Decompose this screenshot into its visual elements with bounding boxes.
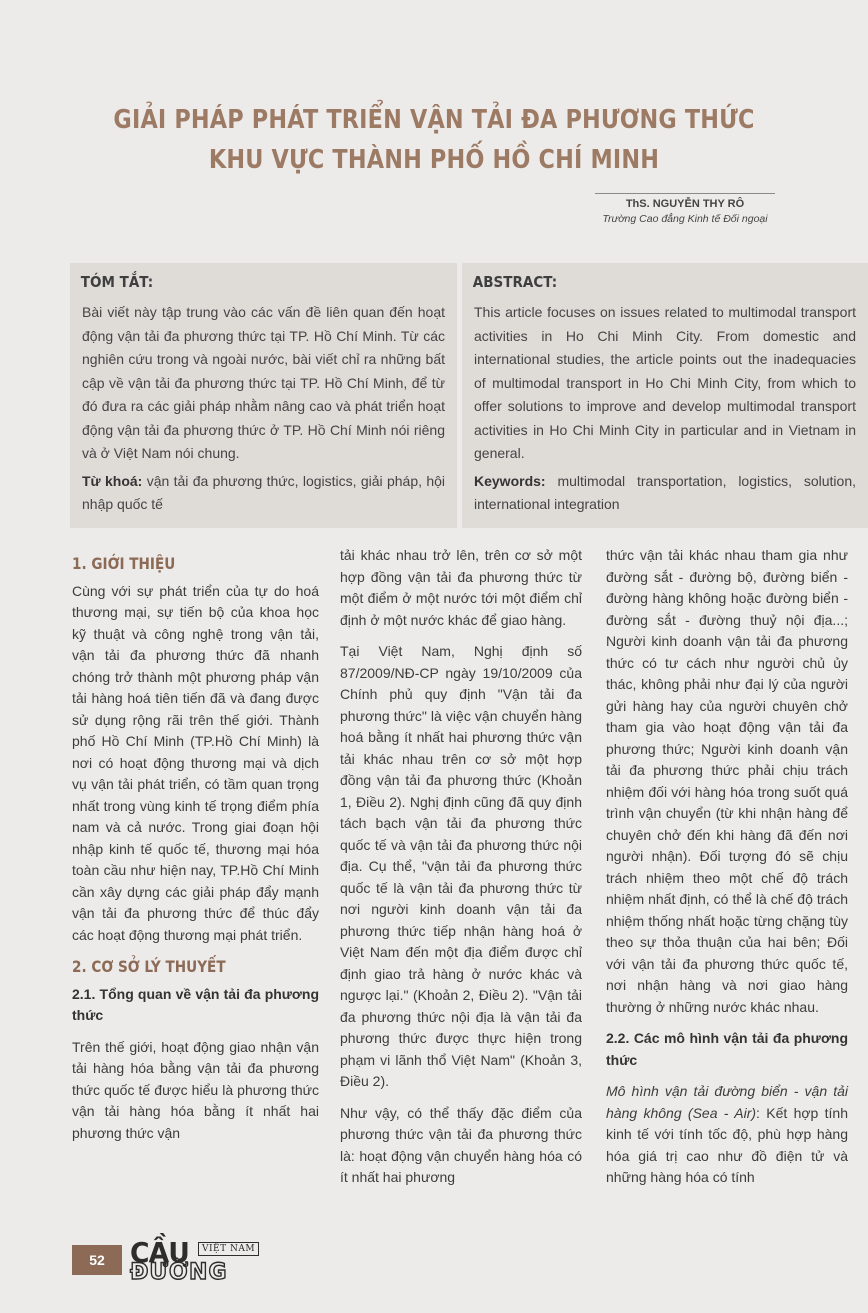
magazine-logo xyxy=(128,1236,308,1288)
subsection-heading-2-1: 2.1. Tổng quan về vận tải đa phương thức xyxy=(72,985,319,1023)
summary-vi-keywords-text: vận tải đa phương thức, logistics, giải pháp, hội nhập quốc tế xyxy=(82,472,446,512)
summary-vi-keywords xyxy=(70,470,457,516)
model-name: Mô hình vận tải đường biển - vận tải hàng không (Sea - Air) xyxy=(606,1083,848,1121)
subsection-heading-2-2: 2.2. Các mô hình vận tải đa phương thức xyxy=(606,1030,848,1068)
author-block xyxy=(520,193,850,225)
summary-en-heading: ABSTRACT: xyxy=(472,273,558,291)
col2-paragraph-2: Tại Việt Nam, Nghị định số 87/2009/NĐ-CP ngày 19/10/2009 của Chính phủ quy định "Vận tải đa phương thức" là việc vận chuyển hàng hoá bằng ít nhất hai phương thức vận tải khác nhau trên cơ sở một hợp đồng vận tải đa phương thức (Khoản 1, Điều 2). Nghị định cũng đã quy định tách bạch vận tải đa phương thức quốc tế và vận tải đa phương thức nội địa. Cụ thể, "vận tải đa phương thức quốc tế là vận tải đa phương thức từ nơi người kinh doanh vận tải đa phương thức tiếp nhận hàng hoá ở Việt Nam đến một địa điểm được chỉ định giao trả hàng ở nước khác và ngược lại." (Khoản 2, Điều 2). "Vận tải đa phương thức nội địa là vận tải đa phương thức được thực hiện trong phạm vi lãnh thổ Việt Nam" (Khoản 3, Điều 2). xyxy=(340,643,582,1089)
body-column-1 xyxy=(72,545,319,1154)
summary-vi-heading: TÓM TẮT: xyxy=(80,273,154,291)
summary-en-body: This article focuses on issues related to multimodal transport activities in Ho Chi Minh City. From domestic and international studies, the article points out the inadequacies of multimodal transport in Ho Chi Minh City, from which to offer solutions to improve and develop multimodal transport activities in Ho Chi Minh City in particular and in Vietnam in general. xyxy=(474,304,856,461)
logo-text-top: CẦU xyxy=(130,1236,189,1269)
logo-tag: VIỆT NAM xyxy=(198,1242,259,1256)
title-line-2: KHU VỰC THÀNH PHỐ HỒ CHÍ MINH xyxy=(208,145,660,175)
col3-paragraph-2 xyxy=(606,1081,848,1189)
summary-en-keywords-text: multimodal transportation, logistics, solution, international integration xyxy=(474,472,857,512)
author-affiliation: Trường Cao đẳng Kinh tế Đối ngoại xyxy=(602,213,768,225)
author-divider xyxy=(595,193,775,194)
theory-paragraph-1: Trên thế giới, hoạt động giao nhận vận tải hàng hóa bằng vận tải đa phương thức quốc tế được hiểu là phương thức vận tải hàng hóa bằng ít nhất hai phương thức vận xyxy=(72,1038,319,1141)
section-heading-theory: 2. CƠ SỞ LÝ THUYẾT xyxy=(72,957,226,976)
summary-vi-body: Bài viết này tập trung vào các vấn đề liên quan đến hoạt động vận tải đa phương thức tại TP. Hồ Chí Minh. Từ các nghiên cứu trong và ngoài nước, bài viết chỉ ra những bất cập về vận tải đa phương thức tại TP. Hồ Chí Minh, để từ đó đưa ra các giải pháp nhằm nâng cao và phát triển hoạt động vận tải đa phương thức ở TP. Hồ Chí Minh nói riêng và ở Việt Nam nói chung. xyxy=(82,304,445,461)
model-description: : Kết hợp tính kinh tế với tính tốc độ, phù hợp hàng hóa giá trị cao như đồ điện tử và những hàng hóa có tính xyxy=(606,1104,848,1185)
summary-en-keywords xyxy=(462,470,868,516)
article-title xyxy=(61,100,807,180)
author-name: ThS. NGUYỄN THY RÔ xyxy=(625,198,745,210)
logo-text-bottom: ĐƯỜNG xyxy=(130,1260,228,1285)
body-column-2 xyxy=(340,545,582,1199)
summary-en-keywords-label: Keywords: xyxy=(474,472,546,489)
section-heading-intro: 1. GIỚI THIỆU xyxy=(72,554,176,573)
col2-paragraph-1: tải khác nhau trở lên, trên cơ sở một hợp đồng vận tải đa phương thức từ một điểm ở một nước tới một điểm chỉ định ở một nước khác để giao hàng. xyxy=(340,547,582,628)
col2-paragraph-3: Như vậy, có thể thấy đặc điểm của phương thức vận tải đa phương thức là: hoạt động vận chuyển hàng hóa có ít nhất hai phương xyxy=(340,1104,582,1185)
summary-en-box xyxy=(462,263,868,528)
page-number: 52 xyxy=(72,1245,122,1275)
title-line-1: GIẢI PHÁP PHÁT TRIỂN VẬN TẢI ĐA PHƯƠNG THỨC xyxy=(113,105,755,135)
body-column-3 xyxy=(606,545,848,1199)
summary-vi-box xyxy=(70,263,457,528)
col3-paragraph-1: thức vận tải khác nhau tham gia như đường sắt - đường bộ, đường biển - đường hàng không hoặc đường biển - đường sắt - đường thuỷ nội địa...; Người kinh doanh vận tải đa phương thức có tư cách như người chủ ủy thác, không phải như đại lý của người gửi hàng hay của người chuyên chở tham gia vào hoạt động vận tải đa phương thức; Người kinh doanh vận tải đa phương thức phải chịu trách nhiệm đối với hàng hóa trong suốt quá trình vận chuyển (từ khi nhận hàng để chuyên chở đến khi hàng đã đến nơi người nhận). Đối tượng đó sẽ chịu trách nhiệm theo một chế độ trách nhiệm nhất định, có thể là chế độ trách nhiệm thống nhất hoặc từng chặng tùy theo sự thỏa thuận của hai bên; Đối với vận tải đa phương thức quốc tế, nơi nhận hàng và nơi giao hàng thường ở những nước khác nhau. xyxy=(606,547,848,1015)
summary-vi-keywords-label: Từ khoá: xyxy=(82,472,143,489)
intro-paragraph: Cùng với sự phát triển của tự do hoá thương mại, sự tiến bộ của khoa học kỹ thuật và công nghệ trong vận tải, vận tải đa phương thức đã nhanh chóng trở thành một phương pháp vận tải hàng hoá tiên tiến đã và đang được sử dụng rộng rãi trên thế giới. Thành phố Hồ Chí Minh (TP.Hồ Chí Minh) là nơi có hoạt động thương mại và dịch vụ vận tải phát triển, có tầm quan trọng nhất trong vùng kinh tế trọng điểm phía nam và cả nước. Trong giai đoạn hội nhập kinh tế quốc tế, thương mại hóa toàn cầu như hiện nay, TP.Hồ Chí Minh cần xây dựng các giải pháp đẩy mạnh vận tải đa phương thức để thúc đẩy các hoạt động thương mại phát triển. xyxy=(72,582,319,943)
